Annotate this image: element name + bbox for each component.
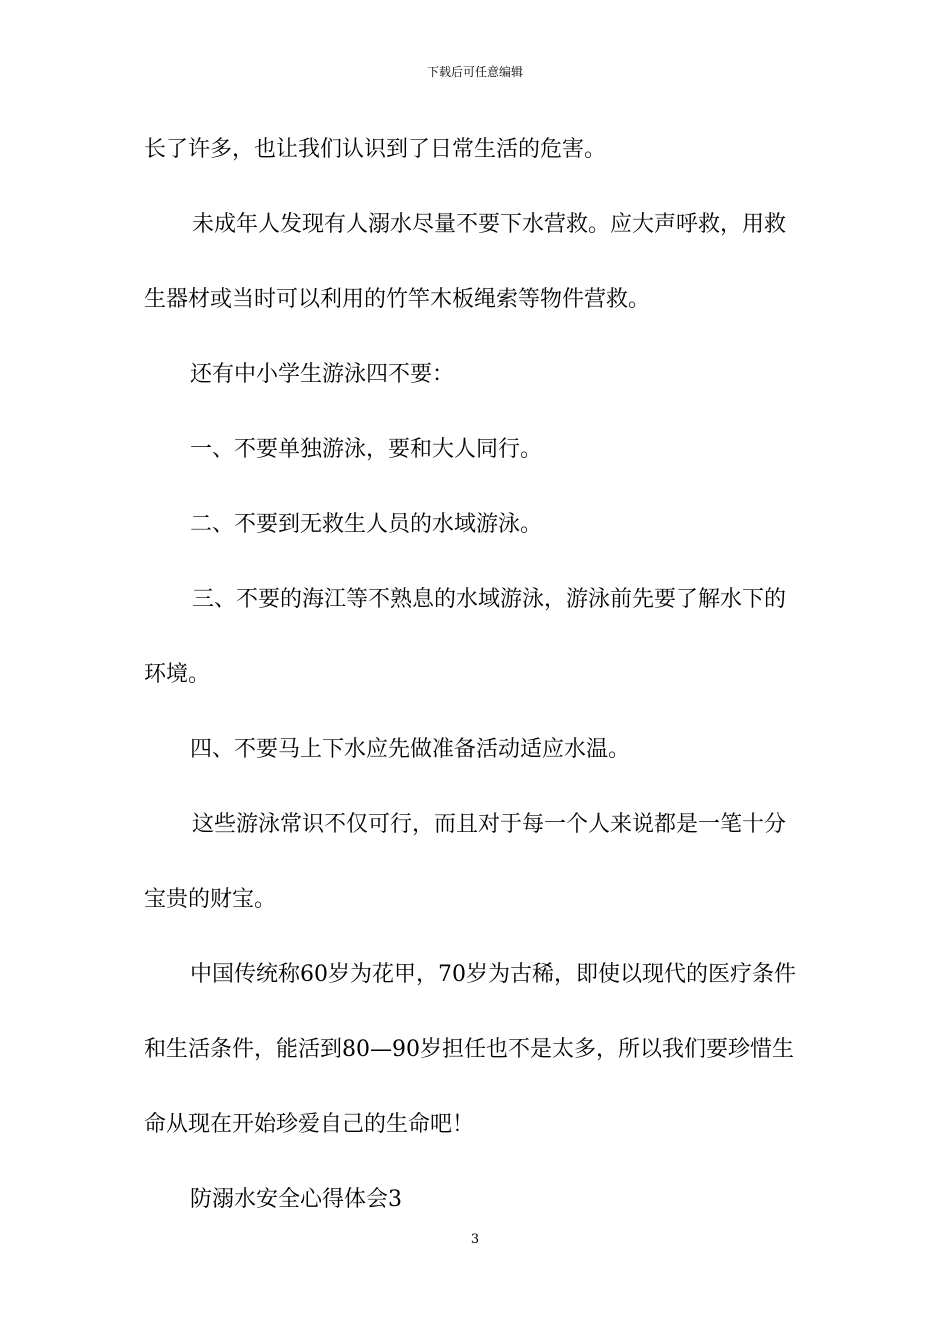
paragraph-line: 命从现在开始珍爱自己的生命吧！ bbox=[144, 1112, 475, 1137]
paragraph-line: 生器材或当时可以利用的竹竿木板绳索等物件营救。 bbox=[144, 287, 651, 312]
list-item: 三、不要的海江等不熟息的水域游泳，游泳前先要了解水下的 bbox=[192, 587, 787, 612]
paragraph-line: 中国传统称60岁为花甲，70岁为古稀，即使以现代的医疗条件 bbox=[190, 962, 796, 987]
list-item: 一、不要单独游泳，要和大人同行。 bbox=[190, 437, 543, 462]
paragraph-line: 未成年人发现有人溺水尽量不要下水营救。应大声呼救，用救 bbox=[192, 212, 787, 237]
paragraph-line: 还有中小学生游泳四不要： bbox=[190, 362, 455, 387]
page-number: 3 bbox=[470, 1232, 480, 1247]
paragraph-line: 宝贵的财宝。 bbox=[144, 887, 277, 912]
paragraph-line: 长了许多，也让我们认识到了日常生活的危害。 bbox=[144, 137, 607, 162]
list-item: 二、不要到无救生人员的水域游泳。 bbox=[190, 512, 543, 537]
list-item: 四、不要马上下水应先做准备活动适应水温。 bbox=[190, 737, 631, 762]
section-heading: 防溺水安全心得体会3 bbox=[190, 1187, 402, 1212]
paragraph-line: 和生活条件，能活到80—90岁担任也不是太多，所以我们要珍惜生 bbox=[144, 1037, 794, 1062]
page-header: 下载后可任意编辑 bbox=[426, 65, 523, 79]
paragraph-line: 这些游泳常识不仅可行，而且对于每一个人来说都是一笔十分 bbox=[192, 812, 787, 837]
paragraph-line: 环境。 bbox=[144, 662, 211, 687]
